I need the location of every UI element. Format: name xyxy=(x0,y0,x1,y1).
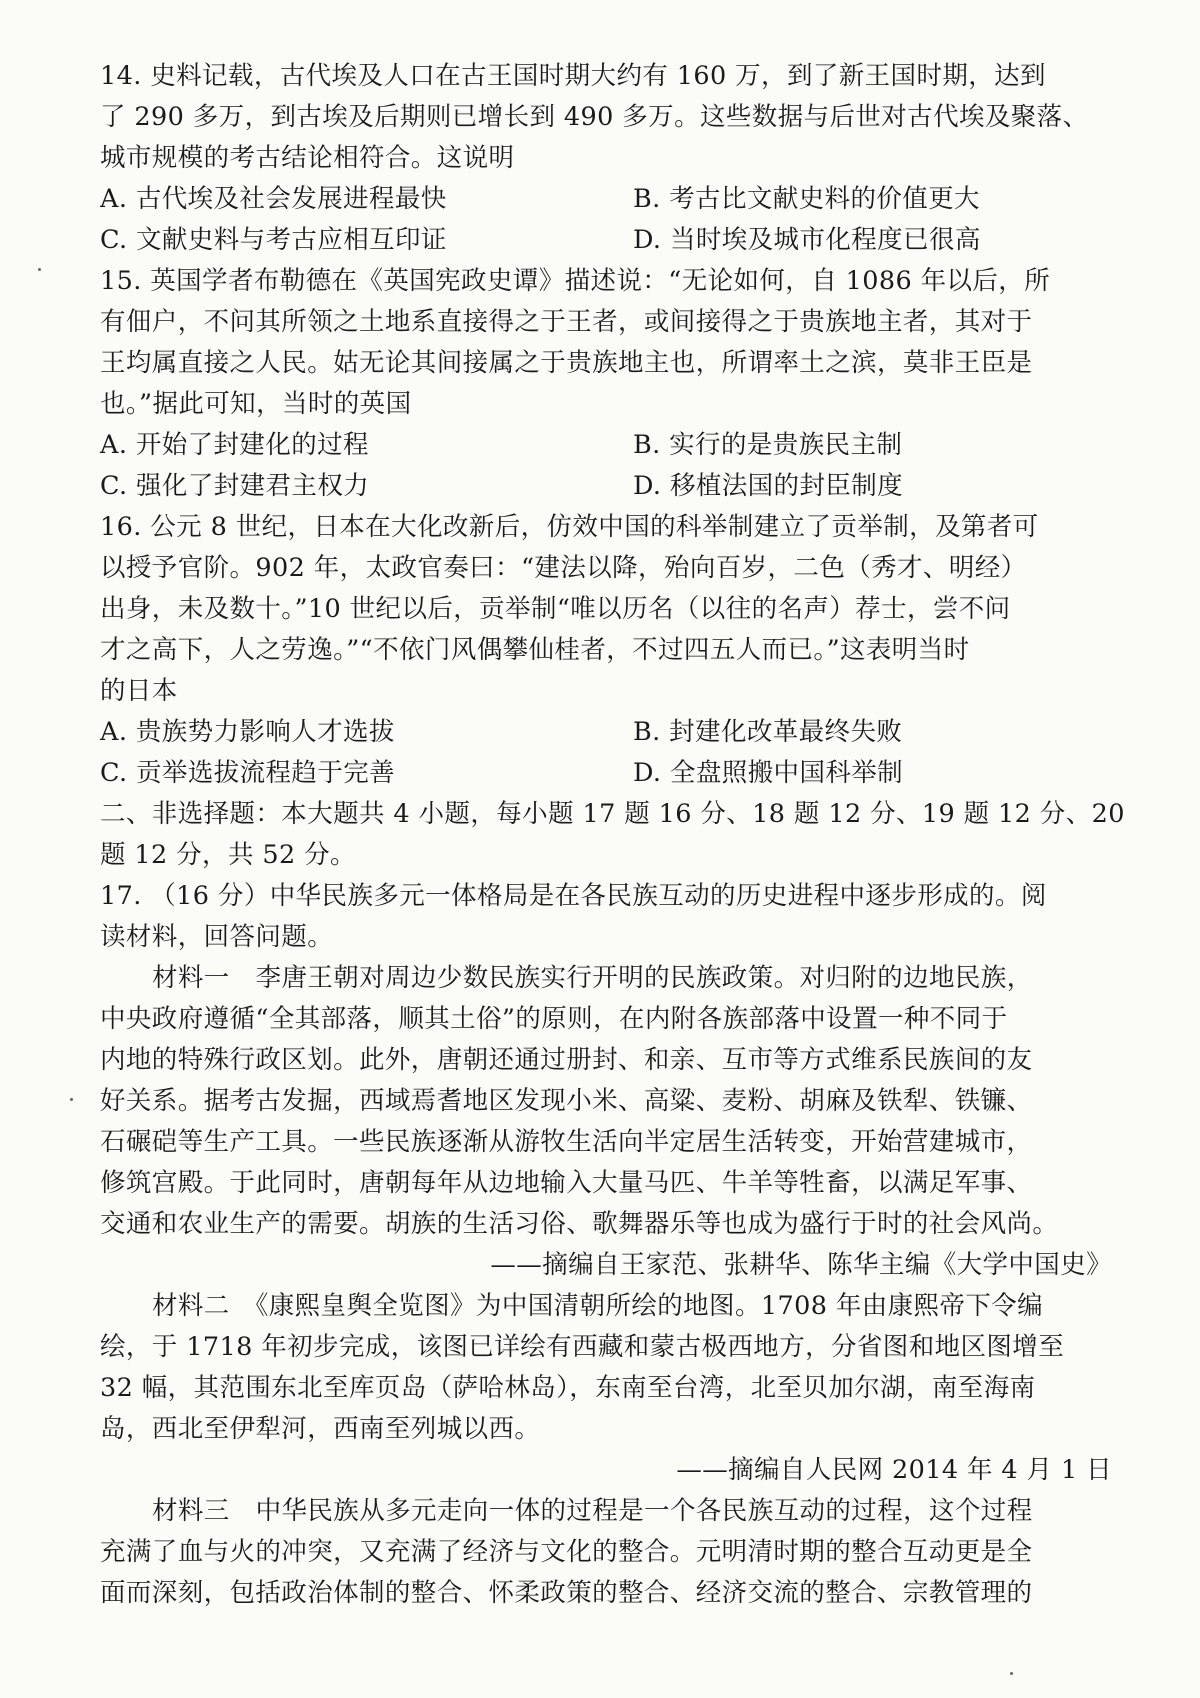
question-14-options-row xyxy=(100,179,1112,220)
question-15 xyxy=(100,261,1112,507)
material-2 xyxy=(100,1286,1112,1491)
question-14-option-d: D. 当时埃及城市化程度已很高 xyxy=(633,225,981,255)
scan-speck xyxy=(38,268,41,271)
question-17-stem-line: 读材料，回答问题。 xyxy=(100,922,334,952)
material-1-line: 内地的特殊行政区划。此外，唐朝还通过册封、和亲、互市等方式维系民族间的友 xyxy=(100,1045,1033,1075)
question-16-option-d: D. 全盘照搬中国科举制 xyxy=(633,758,904,788)
question-14-stem-line: 14. 史料记载，古代埃及人口在古王国时期大约有 160 万，到了新王国时期，达到 xyxy=(100,61,1046,91)
material-1-line: 材料一 李唐王朝对周边少数民族实行开明的民族政策。对归附的边地民族， xyxy=(152,963,1033,993)
material-1-line: 石碾硙等生产工具。一些民族逐渐从游牧生活向半定居生活转变，开始营建城市， xyxy=(100,1127,1033,1157)
question-16-option-a: A. 贵族势力影响人才选拔 xyxy=(100,717,395,747)
question-14 xyxy=(100,56,1112,261)
question-17-stem-line: 17. （16 分）中华民族多元一体格局是在各民族互动的历史进程中逐步形成的。阅 xyxy=(100,881,1047,911)
question-16-option-c: C. 贡举选拔流程趋于完善 xyxy=(100,758,396,788)
question-16-stem-line: 才之高下，人之劳逸。”“不依门风偶攀仙桂者，不过四五人而已。”这表明当时 xyxy=(100,635,970,665)
question-14-option-c: C. 文献史料与考古应相互印证 xyxy=(100,225,447,255)
material-1-line: 好关系。据考古发掘，西域焉耆地区发现小米、高粱、麦粉、胡麻及铁犁、铁镰、 xyxy=(100,1086,1033,1116)
section-heading-line: 二、非选择题：本大题共 4 小题，每小题 17 题 16 分、18 题 12 分、19 题 12 分、20 xyxy=(100,799,1125,829)
material-3 xyxy=(100,1491,1112,1614)
question-15-stem-line: 也。”据此可知，当时的英国 xyxy=(100,389,412,419)
question-16-stem-line: 以授予官阶。902 年，太政官奏曰：“建法以降，殆向百岁，二色（秀才、明经） xyxy=(100,553,1027,583)
question-15-stem-line: 15. 英国学者布勒德在《英国宪政史谭》描述说：“无论如何，自 1086 年以后，所 xyxy=(100,266,1051,296)
question-15-stem-line: 有佃户，不问其所领之土地系直接得之于王者，或间接得之于贵族地主者，其对于 xyxy=(100,307,1033,337)
material-3-line: 充满了血与火的冲突，又充满了经济与文化的整合。元明清时期的整合互动更是全 xyxy=(100,1537,1033,1567)
material-1-line: 修筑宫殿。于此同时，唐朝每年从边地输入大量马匹、牛羊等牲畜，以满足军事、 xyxy=(100,1168,1033,1198)
material-2-line: 材料二 《康熙皇舆全览图》为中国清朝所绘的地图。1708 年由康熙帝下令编 xyxy=(152,1291,1044,1321)
material-2-line: 岛，西北至伊犁河，西南至列城以西。 xyxy=(100,1414,541,1444)
question-15-option-d: D. 移植法国的封臣制度 xyxy=(633,471,904,501)
question-15-option-b: B. 实行的是贵族民主制 xyxy=(633,430,903,460)
scan-speck xyxy=(70,1098,73,1101)
material-1-source: ——摘编自王家范、张耕华、陈华主编《大学中国史》 xyxy=(490,1250,1112,1280)
material-1-line: 交通和农业生产的需要。胡族的生活习俗、歌舞器乐等也成为盛行于时的社会风尚。 xyxy=(100,1209,1059,1239)
question-14-option-a: A. 古代埃及社会发展进程最快 xyxy=(100,184,447,214)
material-2-line: 32 幅，其范围东北至库页岛（萨哈林岛），东南至台湾，北至贝加尔湖，南至海南 xyxy=(100,1373,1036,1403)
material-1 xyxy=(100,958,1112,1286)
question-16-option-b: B. 封建化改革最终失败 xyxy=(633,717,903,747)
question-16-stem-line: 出身，未及数十。”10 世纪以后，贡举制“唯以历名（以往的名声）荐士，尝不问 xyxy=(100,594,1011,624)
material-1-line: 中央政府遵循“全其部落，顺其土俗”的原则，在内附各族部落中设置一种不同于 xyxy=(100,1004,1008,1034)
question-16-options-row xyxy=(100,712,1112,753)
question-16-options-row xyxy=(100,753,1112,794)
material-3-line: 材料三 中华民族从多元走向一体的过程是一个各民族互动的过程，这个过程 xyxy=(152,1496,1033,1526)
question-15-option-a: A. 开始了封建化的过程 xyxy=(100,430,369,460)
question-15-option-c: C. 强化了封建君主权力 xyxy=(100,471,370,501)
section-heading-line: 题 12 分，共 52 分。 xyxy=(100,840,356,870)
question-14-options-row xyxy=(100,220,1112,261)
question-14-stem-line: 城市规模的考古结论相符合。这说明 xyxy=(100,143,515,173)
material-2-line: 绘，于 1718 年初步完成，该图已详绘有西藏和蒙古极西地方，分省图和地区图增至 xyxy=(100,1332,1065,1362)
section-2-heading xyxy=(100,794,1125,876)
question-16-stem-line: 16. 公元 8 世纪，日本在大化改新后，仿效中国的科举制建立了贡举制，及第者可 xyxy=(100,512,1039,542)
question-15-options-row xyxy=(100,466,1112,507)
question-16-stem-line: 的日本 xyxy=(100,676,178,706)
question-16 xyxy=(100,507,1112,794)
question-15-options-row xyxy=(100,425,1112,466)
question-14-stem-line: 了 290 多万，到古埃及后期则已增长到 490 多万。这些数据与后世对古代埃及聚落、 xyxy=(100,102,1089,132)
scan-speck xyxy=(1010,1672,1013,1675)
material-3-line: 面而深刻，包括政治体制的整合、怀柔政策的整合、经济交流的整合、宗教管理的 xyxy=(100,1578,1033,1608)
question-14-option-b: B. 考古比文献史料的价值更大 xyxy=(633,184,980,214)
material-2-source: ——摘编自人民网 2014 年 4 月 1 日 xyxy=(676,1455,1112,1485)
question-15-stem-line: 王均属直接之人民。姑无论其间接属之于贵族地主也，所谓率土之滨，莫非王臣是 xyxy=(100,348,1033,378)
question-17 xyxy=(100,876,1112,1614)
